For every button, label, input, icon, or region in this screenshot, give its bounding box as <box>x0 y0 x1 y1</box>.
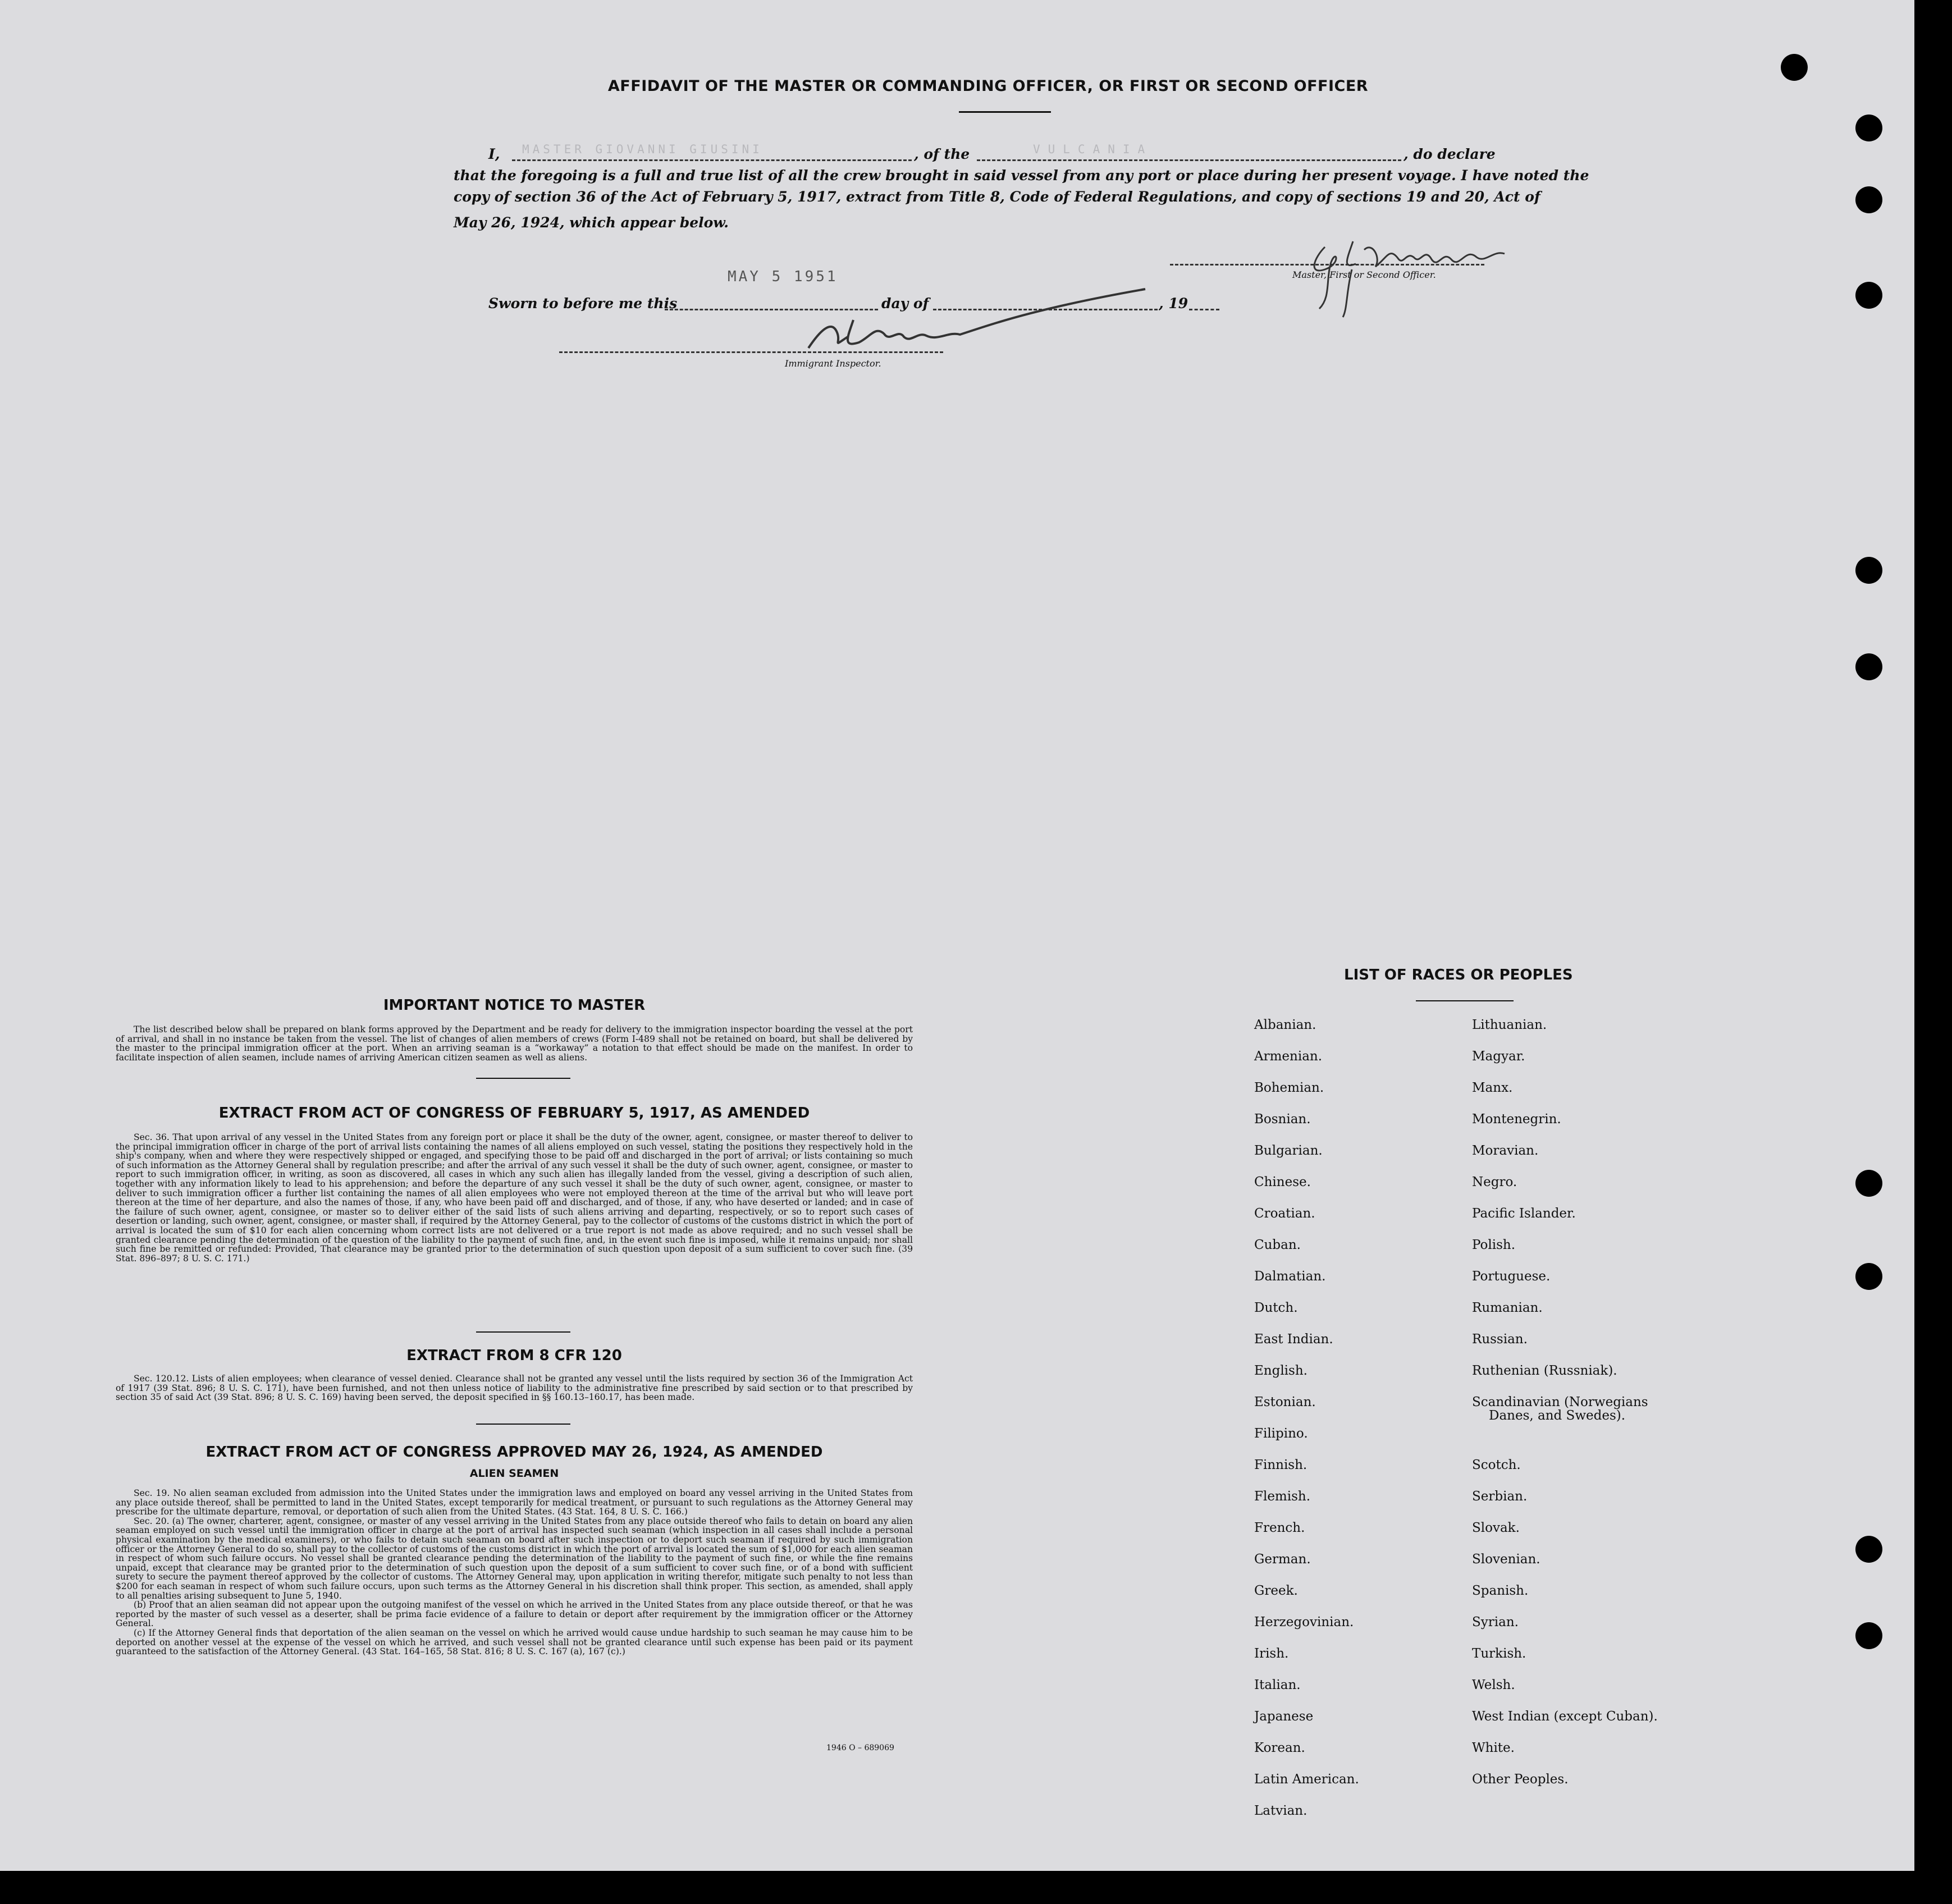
race-item: Greek. <box>1254 1583 1298 1598</box>
year-prefix: , 19 <box>1159 295 1188 312</box>
race-item: Rumanian. <box>1472 1301 1543 1315</box>
race-item: Italian. <box>1254 1678 1301 1692</box>
vessel-name-typed: VULCANIA <box>1033 143 1153 156</box>
race-item: Bosnian. <box>1254 1112 1311 1127</box>
race-item: Japanese <box>1254 1709 1314 1724</box>
race-item: French. <box>1254 1521 1305 1535</box>
race-item: Negro. <box>1472 1175 1517 1189</box>
race-item: Slovak. <box>1472 1521 1520 1535</box>
punch-hole <box>1855 282 1882 309</box>
divider-rule <box>476 1331 570 1333</box>
race-item: Croatian. <box>1254 1206 1315 1221</box>
race-item: Latin American. <box>1254 1772 1359 1787</box>
race-item: Serbian. <box>1472 1489 1528 1504</box>
sec-20c-paragraph: (c) If the Attorney General finds that deportation of the alien seaman on the vessel on which he arrived would cause undue hardship to such seaman he may cause him to be deported on another vessel at the expense of the vessel on which he arrived, and such vessel shall not be granted clearance until such expense has been paid or its payment guaranteed to the satisfaction of the Attorney General. (43 Stat. 164–165, 58 Stat. 816; 8 U. S. C. 167 (a), 167 (c).) <box>116 1627 913 1657</box>
punch-hole <box>1855 1622 1882 1649</box>
punch-hole <box>1855 653 1882 680</box>
notice-paragraph: The list described below shall be prepared on blank forms approved by the Department and be ready for delivery to the immigration inspector boarding the vessel at the port of arrival, and shall in no instance be taken from the vessel. The list of changes of alien members of crews (Form I-489 shall not be retained on board, but shall be delivered by the master to the principal immigration officer at the port. When an arriving seaman is a “workaway” a notation to that effect should be made on the manifest. In order to facilitate inspection of alien seamen, include names of arriving American citizen seamen as well as aliens. <box>116 1024 913 1063</box>
date-stamp: MAY 5 1951 <box>728 268 838 285</box>
day-of-text: day of <box>881 295 929 312</box>
race-item: Pacific Islander. <box>1472 1206 1576 1221</box>
race-item: East Indian. <box>1254 1332 1333 1347</box>
race-item: Bohemian. <box>1254 1081 1324 1095</box>
divider-rule <box>476 1078 570 1079</box>
extract-1917-paragraph: Sec. 36. That upon arrival of any vessel in the United States from any foreign port or place it shall be the duty of the owner, agent, consignee, or master thereof to deliver to the principal immigration officer in charge of the port of arrival lists containing the names of all aliens employed on such vessel, stating the positions they respectively hold in the ship's company, when and where they were respectively shipped or engaged, and specifying those to be paid off and discharged in the port of arrival; or lists containing so much of such information as the Attorney General shall by regulation prescribe; and after the arrival of any such vessel it shall be the duty of such owner, agent, consignee, or master to report to such immigration officer, in writing, as soon as discovered, all cases in which any such alien has illegally landed from the vessel, giving a description of such alien, together with any information likely to lead to his apprehension; and before the departure of any such vessel it shall be the duty of such owner, agent, consignee, or master to deliver to such immigration officer a further list containing the names of all alien employees who were not employed thereon at the time of the arrival but who will leave port thereon at the time of her departure, and also the names of those, if any, who have been paid off and discharged, and of those, if any, who have deserted or landed; and in case of the failure of such owner, agent, consignee, or master so to deliver either of the said lists of such aliens arriving and departing, respectively, or so to report such cases of desertion or landing, such owner, agent, consignee, or master shall, if required by the Attorney General, pay to the collector of customs of the customs district in which the port of arrival is located the sum of $10 for each alien concerning whom correct lists are not delivered or a true report is not made as above required; and no such vessel shall be granted clearance pending the determination of the question of the liability to the payment of such fine, and, in the event such fine is imposed, while it remains unpaid; nor shall such fine be remitted or refunded: Provided, That clearance may be granted prior to the determination of such question upon deposit of a sum sufficient to cover such fine. (39 Stat. 896–897; 8 U. S. C. 171.) <box>116 1132 913 1264</box>
master-officer-label: Master, First or Second Officer. <box>1292 269 1436 280</box>
race-item: Herzegovinian. <box>1254 1615 1354 1630</box>
vessel-name-field <box>977 159 1401 161</box>
extract-cfr-body <box>116 1374 913 1402</box>
race-item: Polish. <box>1472 1238 1516 1252</box>
master-name-field <box>512 159 912 161</box>
race-item: Russian. <box>1472 1332 1528 1347</box>
inspector-label: Immigrant Inspector. <box>785 358 881 369</box>
extract-1924-body <box>116 1489 913 1656</box>
affidavit-line-2: that the foregoing is a full and true list of all the crew brought in said vessel from any port or place during her present voyage. I have noted the <box>454 167 1589 184</box>
race-item: Slovenian. <box>1472 1552 1540 1567</box>
scan-border-bottom <box>0 1871 1952 1904</box>
race-item: Dalmatian. <box>1254 1269 1326 1284</box>
race-item: Chinese. <box>1254 1175 1311 1189</box>
race-item: Ruthenian (Russniak). <box>1472 1363 1617 1378</box>
notice-body <box>116 1025 913 1062</box>
races-title: LIST OF RACES OR PEOPLES <box>1344 967 1573 983</box>
sworn-text: Sworn to before me this <box>488 295 678 312</box>
race-item: West Indian (except Cuban). <box>1472 1709 1658 1724</box>
affidavit-of-the: , of the <box>914 146 970 162</box>
race-item: White. <box>1472 1741 1515 1755</box>
race-item: Syrian. <box>1472 1615 1519 1630</box>
race-item: Lithuanian. <box>1472 1018 1547 1032</box>
race-item: German. <box>1254 1552 1311 1567</box>
race-item: Irish. <box>1254 1646 1289 1661</box>
extract-1917-heading: EXTRACT FROM ACT OF CONGRESS OF FEBRUARY 5, 1917, AS AMENDED <box>218 1105 810 1122</box>
race-item: Filipino. <box>1254 1426 1308 1441</box>
punch-hole <box>1855 1263 1882 1290</box>
extract-1917-body <box>116 1133 913 1263</box>
sec-20b-paragraph: (b) Proof that an alien seaman did not appear upon the outgoing manifest of the vessel on which he arrived in the United States from any place outside thereof, or that he was reported by the master of such vessel as a deserter, shall be prima facie evidence of a failure to detain or deport after requirement by the immigration officer or the Attorney General. <box>116 1600 913 1629</box>
race-item: Bulgarian. <box>1254 1143 1323 1158</box>
notice-heading: IMPORTANT NOTICE TO MASTER <box>383 997 646 1014</box>
race-item: Finnish. <box>1254 1458 1308 1472</box>
race-item: Montenegrin. <box>1472 1112 1561 1127</box>
affidavit-i: I, <box>488 146 500 162</box>
race-item: Welsh. <box>1472 1678 1515 1692</box>
punch-hole <box>1781 54 1808 81</box>
race-item: Flemish. <box>1254 1489 1311 1504</box>
race-item: Scandinavian (Norwegians <box>1472 1395 1648 1409</box>
affidavit-title-rule <box>959 111 1051 113</box>
sec-19-paragraph: Sec. 19. No alien seaman excluded from admission into the United States under the immigration laws and employed on board any vessel arriving in the United States from any place outside thereof, shall be permitted to land in the United States, except temporarily for medical treatment, or pursuant to such regulations as the Attorney General may prescribe for the ultimate departure, removal, or deportation of such alien from the United States. (43 Stat. 164, 8 U. S. C. 166.) <box>116 1488 913 1517</box>
race-item: Latvian. <box>1254 1804 1308 1818</box>
extract-cfr-paragraph: Sec. 120.12. Lists of alien employees; when clearance of vessel denied. Clearance shall not be granted any vessel until the lists required by section 36 of the Immigration Act of 1917 (39 Stat. 896; 8 U. S. C. 171), have been furnished, and not then unless notice of liability to the administrative fine prescribed by said section or to that prescribed by section 35 of said Act (39 Stat. 896; 8 U. S. C. 169) having been served, the deposit specified in §§ 160.13–160.17, has been made. <box>116 1374 913 1403</box>
punch-hole <box>1855 1170 1882 1197</box>
race-item: Magyar. <box>1472 1049 1525 1064</box>
race-item: Armenian. <box>1254 1049 1323 1064</box>
races-title-rule <box>1416 1000 1514 1001</box>
race-item: Estonian. <box>1254 1395 1316 1409</box>
race-item: Scotch. <box>1472 1458 1521 1472</box>
scan-border-right <box>1914 0 1952 1904</box>
race-item: Portuguese. <box>1472 1269 1551 1284</box>
affidavit-title: AFFIDAVIT OF THE MASTER OR COMMANDING OFFICER, OR FIRST OR SECOND OFFICER <box>607 77 1369 95</box>
race-item: Manx. <box>1472 1081 1513 1095</box>
race-item: Cuban. <box>1254 1238 1301 1252</box>
affidavit-line-4: May 26, 1924, which appear below. <box>454 214 729 231</box>
race-item: Danes, and Swedes). <box>1489 1408 1626 1423</box>
extract-1924-heading: EXTRACT FROM ACT OF CONGRESS APPROVED MAY 26, 1924, AS AMENDED <box>205 1444 823 1461</box>
race-item: Dutch. <box>1254 1301 1298 1315</box>
punch-hole <box>1855 557 1882 584</box>
alien-seamen-subheading: ALIEN SEAMEN <box>469 1467 559 1480</box>
master-name-typed: MASTER GIOVANNI GIUSINI <box>522 143 763 156</box>
race-item: Albanian. <box>1254 1018 1316 1032</box>
punch-hole <box>1855 186 1882 213</box>
sworn-year-field <box>1189 309 1219 310</box>
inspector-signature <box>764 281 1123 354</box>
sec-20a-paragraph: Sec. 20. (a) The owner, charterer, agent, consignee, or master of any vessel arriving in the United States from any place outside thereof who fails to detain on board any alien seaman employed on such vessel until the immigration officer in charge at the port of arrival has inspected such seaman (which inspection in all cases shall include a personal physical examination by the medical examiners), or who fails to detain such seaman on board after such inspection or to deport such seaman if required by such immigration officer or the Attorney General to do so, shall pay to the collector of customs of the customs district in which the port of arrival is located the sum of $1,000 for each alien seaman in respect of whom such failure occurs. No vessel shall be granted clearance pending the determination of the liability to the payment of such fine, or while the fine remains unpaid, except that clearance may be granted prior to the determination of such question upon the deposit of a sum sufficient to cover such fine, or of a bond with sufficient surety to secure the payment thereof approved by the collector of customs. The Attorney General may, upon application in writing therefor, mitigate such penalty to not less than $200 for each seaman in respect of whom such failure occurs, upon such terms as the Attorney General in his discretion shall think proper. This section, as amended, shall apply to all penalties arising subsequent to June 5, 1940. <box>116 1516 913 1601</box>
extract-cfr-heading: EXTRACT FROM 8 CFR 120 <box>406 1347 622 1364</box>
race-item: Moravian. <box>1472 1143 1539 1158</box>
race-item: Other Peoples. <box>1472 1772 1569 1787</box>
affidavit-line-3: copy of section 36 of the Act of February 5, 1917, extract from Title 8, Code of Federal Regulations, and copy of sections 19 and 20, Act of <box>454 189 1540 205</box>
punch-hole <box>1855 115 1882 141</box>
form-number: 1946 O – 689069 <box>826 1743 894 1752</box>
race-item: Turkish. <box>1472 1646 1526 1661</box>
divider-rule <box>476 1424 570 1425</box>
race-item: English. <box>1254 1363 1308 1378</box>
race-item: Korean. <box>1254 1741 1305 1755</box>
affidavit-do-declare: , do declare <box>1404 146 1496 162</box>
inspector-signature-line <box>559 351 943 353</box>
punch-hole <box>1855 1536 1882 1563</box>
race-item: Spanish. <box>1472 1583 1529 1598</box>
